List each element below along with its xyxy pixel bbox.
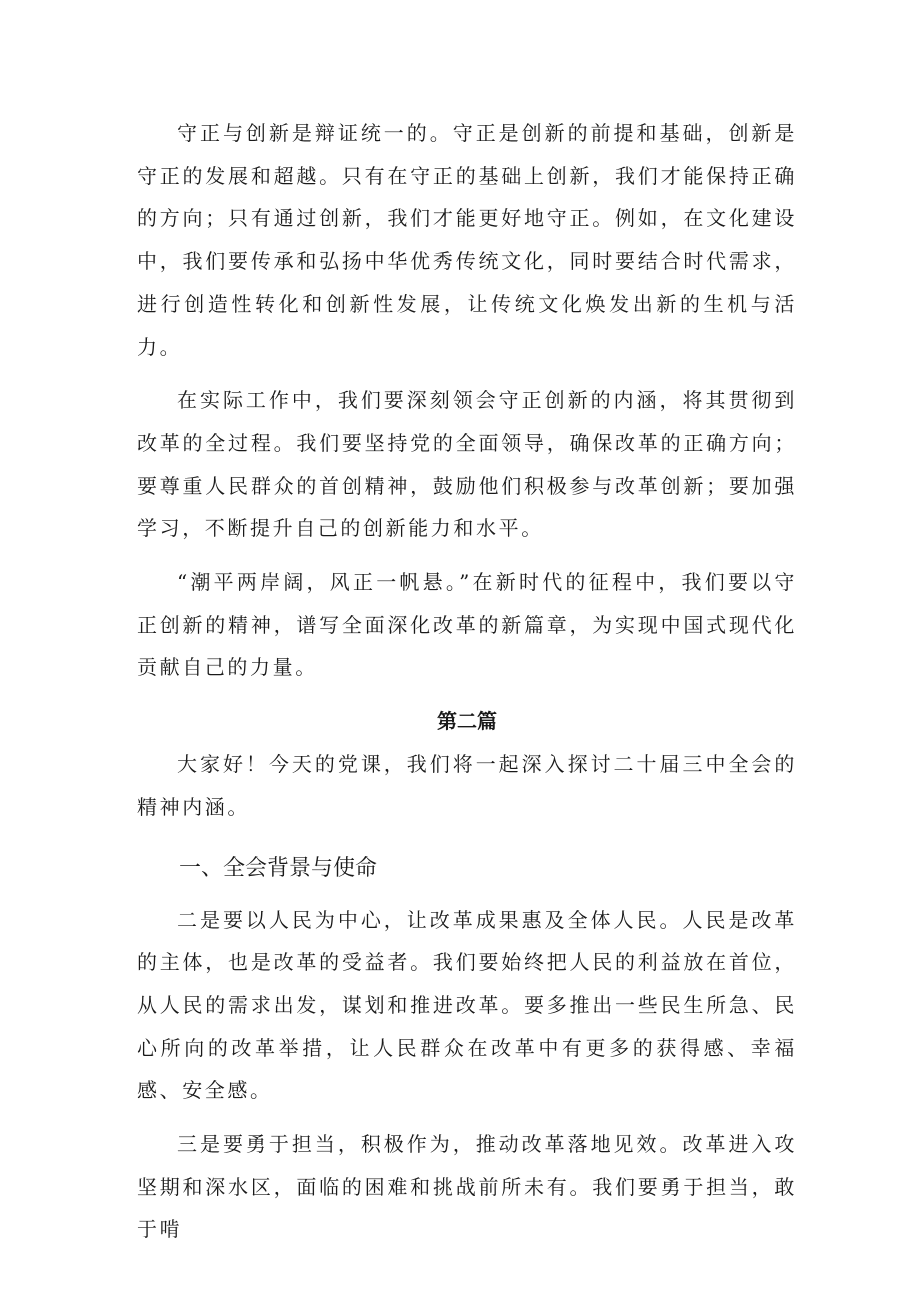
paragraph-people-centered: 二是要以人民为中心，让改革成果惠及全体人民。人民是改革的主体，也是改革的受益者。我们要始终把人民的利益放在首位，从人民的需求出发，谋划和推进改革。要多推出一些民生所急、民心所向的改革举措，让人民群众在改革中有更多的获得感、幸福感、安全感。: [137, 907, 797, 1103]
paragraph-take-responsibility: 三是要勇于担当，积极作为，推动改革落地见效。改革进入攻坚期和深水区，面临的困难和挑战前所未有。我们要勇于担当，敢于啃: [137, 1132, 797, 1242]
paragraph-intro: 大家好！今天的党课，我们将一起深入探讨二十届三中全会的精神内涵。: [137, 752, 797, 819]
paragraph-quote-conclusion: “潮平两岸阔，风正一帆悬。”在新时代的征程中，我们要以守正创新的精神，谱写全面深化改革的新篇章，为实现中国式现代化贡献自己的力量。: [137, 570, 797, 680]
section-title: 第二篇: [437, 709, 497, 734]
paragraph-practical-work: 在实际工作中，我们要深刻领会守正创新的内涵，将其贯彻到改革的全过程。我们要坚持党的全面领导，确保改革的正确方向；要尊重人民群众的首创精神，鼓励他们积极参与改革创新；要加强学习，不断提升自己的创新能力和水平。: [137, 388, 797, 541]
paragraph-tradition-innovation: 守正与创新是辩证统一的。守正是创新的前提和基础，创新是守正的发展和超越。只有在守正的基础上创新，我们才能保持正确的方向；只有通过创新，我们才能更好地守正。例如，在文化建设中，我们要传承和弘扬中华优秀传统文化，同时要结合时代需求，进行创造性转化和创新性发展，让传统文化焕发出新的生机与活力。: [137, 121, 797, 359]
document-body: [137, 112, 797, 1251]
heading-plenary-background: 一、全会背景与使命: [179, 855, 378, 881]
